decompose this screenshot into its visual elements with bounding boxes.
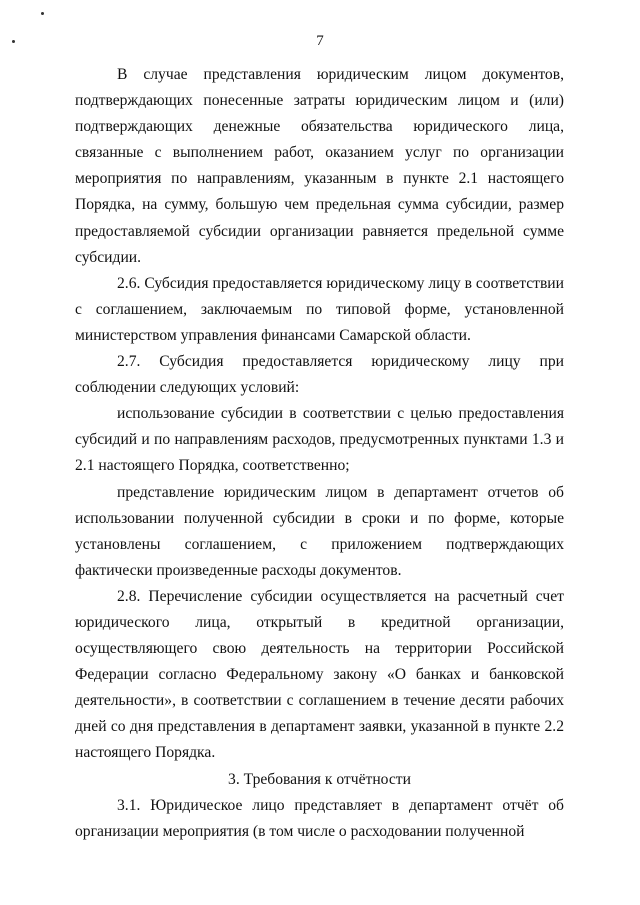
paragraph-3-1: 3.1. Юридическое лицо представляет в департамент отчёт об организации мероприятия (в том числе о расходовании полученной bbox=[75, 796, 564, 840]
paragraph-2-6: 2.6. Субсидия предоставляется юридическому лицу в соответствии с соглашением, заключаемым по типовой форме, установленной министерством управления финансами Самарской области. bbox=[75, 274, 564, 344]
paragraph-2-8: 2.8. Перечисление субсидии осуществляется на расчетный счет юридического лица, открытый в кредитной организации, осуществляющего свою деятельность на территории Российской Федерации согласно Федеральному закону «О банках и банковской деятельности», в соответствии с соглашением в течение десяти рабочих дней со дня представления в департамент заявки, указанной в пункте 2.2 настоящего Порядка. bbox=[75, 587, 564, 762]
paragraph-subsidy-limit: В случае представления юридическим лицом документов, подтверждающих понесенные затраты юридическим лицом и (или) подтверждающих денежные обязательства юридического лица, связанные с выполнением работ, оказанием услуг по организации мероприятия по направлениям, указанным в пункте 2.1 настоящего Порядка, на сумму, большую чем предельная сумма субсидии, размер предоставляемой субсидии организации равняется предельной сумме субсидии. bbox=[75, 66, 564, 266]
section-heading: 3. Требования к отчётности bbox=[228, 770, 411, 788]
paragraph-condition-reports: представление юридическим лицом в департамент отчетов об использовании полученной субсидии в сроки и по форме, которые установлены соглашением, с приложением подтверждающих фактически произведенные расходы документов. bbox=[75, 483, 564, 579]
scan-speck bbox=[41, 12, 44, 15]
document-body bbox=[75, 62, 564, 845]
paragraph-2-7: 2.7. Субсидия предоставляется юридическому лицу при соблюдении следующих условий: bbox=[75, 353, 564, 397]
page-number: 7 bbox=[316, 33, 324, 49]
paragraph-condition-usage: использование субсидии в соответствии с целью предоставления субсидий и по направлениям расходов, предусмотренных пунктами 1.3 и 2.1 настоящего Порядка, соответственно; bbox=[75, 405, 564, 475]
